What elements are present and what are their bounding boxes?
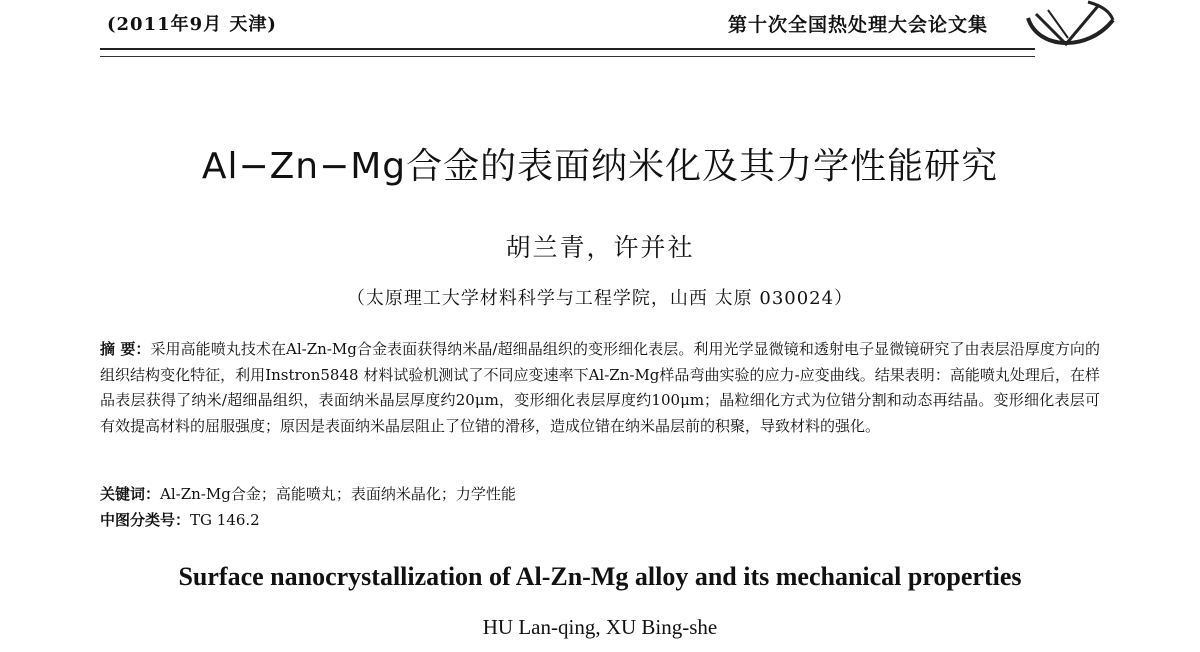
header-rule-thick <box>100 48 1035 50</box>
proceedings-date-location: (2011年9月 天津) <box>107 14 277 35</box>
abstract-label: 摘 要： <box>100 340 151 358</box>
keywords-text: Al-Zn-Mg合金；高能喷丸；表面纳米晶化；力学性能 <box>160 485 516 503</box>
author-affiliation: （太原理工大学材料科学与工程学院，山西 太原 030024） <box>346 288 854 309</box>
paper-authors: 胡兰青，许并社 <box>505 233 695 262</box>
proceedings-title: 第十次全国热处理大会论文集 <box>728 14 989 36</box>
abstract-text: 采用高能喷丸技术在Al-Zn-Mg合金表面获得纳米晶/超细晶组织的变形细化表层。利用光学显微镜和透射电子显微镜研究了由表层沿厚度方向的组织结构变化特征，利用Instron5848 材料试验机测试了不同应变速率下Al-Zn-Mg样品弯曲实验的应力-应变曲线。结果表明：高能喷丸处理后，在样品表层获得了纳米/超细晶组织，表面纳米晶层厚度约20μm，变形细化表层厚度约100μm；晶粒细化方式为位错分割和动态再结晶。变形细化表层可有效提高材料的屈服强度；原因是表面纳米晶层阻止了位错的滑移，造成位错在纳米晶层前的积聚，导致材料的强化。 <box>100 340 1100 435</box>
proceedings-logo <box>1018 0 1118 52</box>
english-title: Surface nanocrystallization of Al-Zn-Mg alloy and its mechanical properties <box>178 562 1022 591</box>
classification-number <box>100 508 1100 532</box>
english-authors: HU Lan-qing, XU Bing-she <box>482 615 718 639</box>
keywords-label: 关键词： <box>100 485 161 503</box>
keywords <box>100 482 1100 506</box>
classification-label: 中图分类号： <box>100 511 191 529</box>
classification-value: TG 146.2 <box>190 511 260 529</box>
paper-title: Al−Zn−Mg合金的表面纳米化及其力学性能研究 <box>201 146 999 187</box>
header-rule-thin <box>100 56 1035 57</box>
abstract <box>100 337 1100 439</box>
